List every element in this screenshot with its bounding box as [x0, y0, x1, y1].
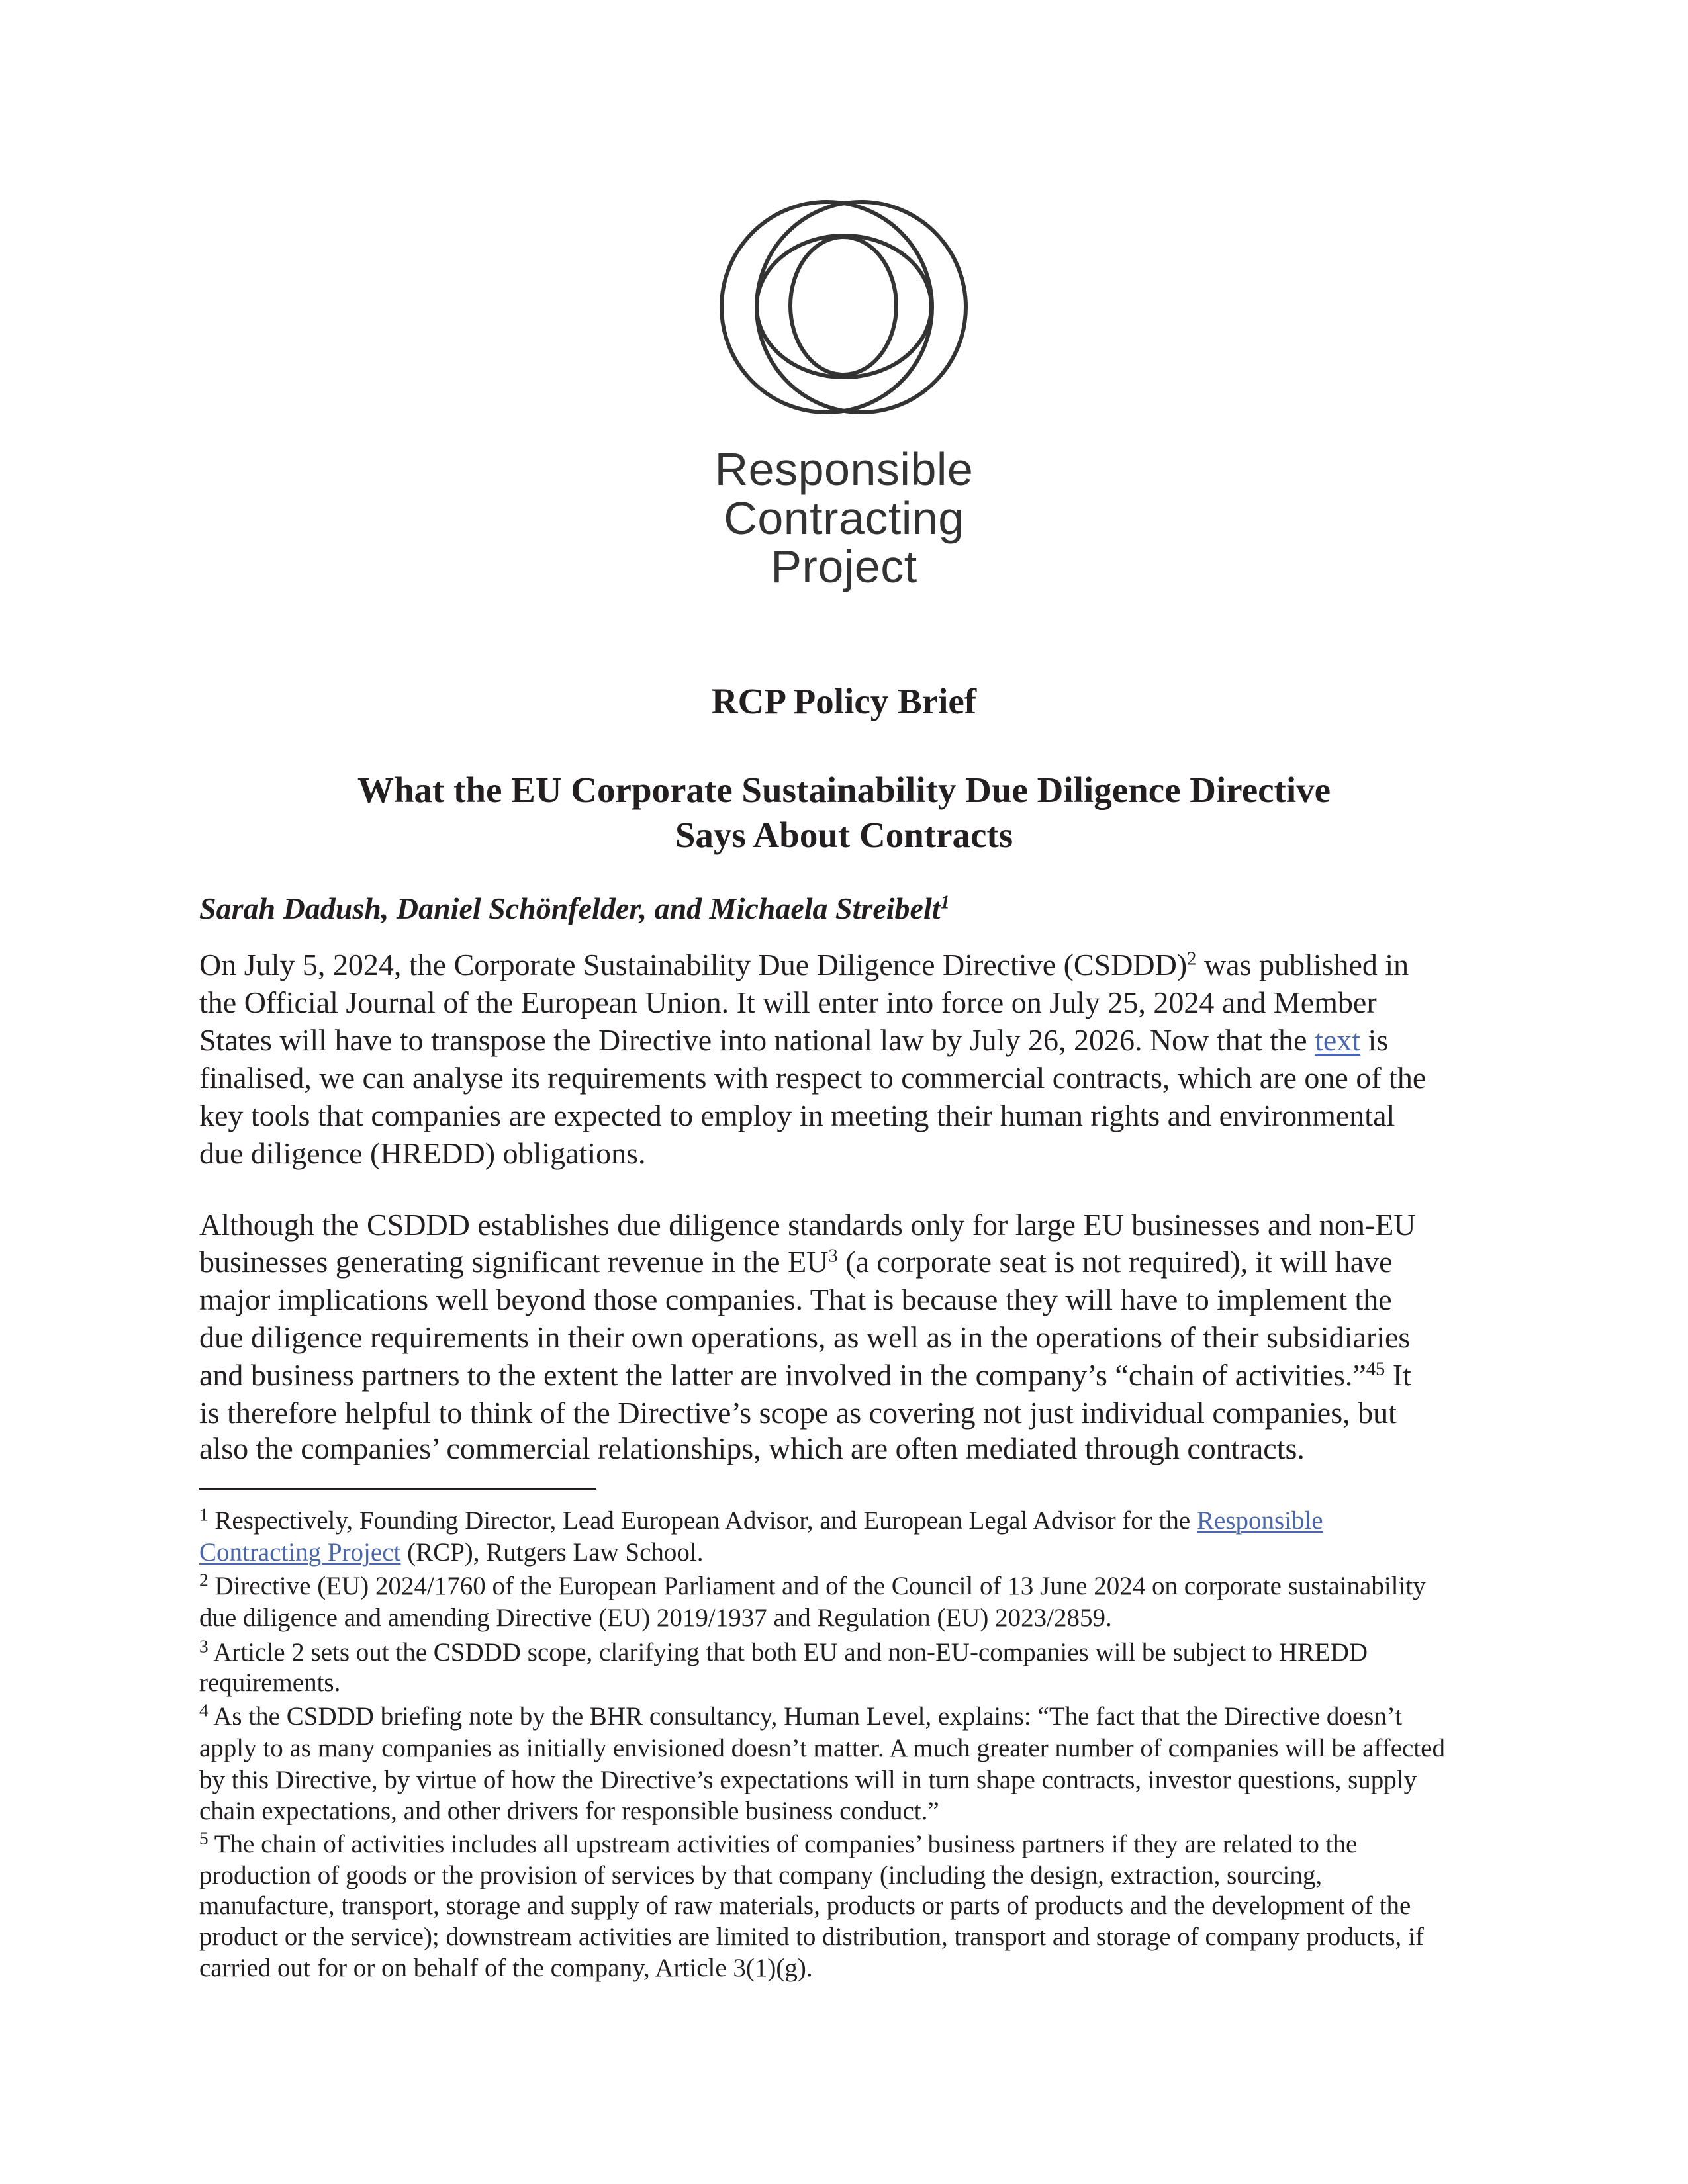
text-run: Article 2 sets out the CSDDD scope, clarifying that both EU and non-EU-companies will be subject to HREDD [208, 1638, 1368, 1666]
footnote-line [199, 1570, 1426, 1600]
text-run: As the CSDDD briefing note by the BHR consultancy, Human Level, explains: “The fact that the Directive doesn’t [208, 1702, 1402, 1731]
hyperlink[interactable]: Contracting Project [199, 1538, 401, 1567]
text-run: States will have to transpose the Directive into national law by July 26, 2026. Now that the [199, 1023, 1315, 1057]
footnote-line [199, 1504, 1323, 1535]
footnote-line [199, 1539, 704, 1565]
text-run: apply to as many companies as initially envisioned doesn’t matter. A much greater number of companies will be affected [199, 1734, 1445, 1762]
footnote-line [199, 1670, 340, 1696]
text-run: due diligence requirements in their own operations, as well as in the operations of their subsidiaries [199, 1320, 1411, 1354]
text-run: The chain of activities includes all upstream activities of companies’ business partners if they are related to the [208, 1830, 1358, 1858]
text-run: is [1360, 1023, 1389, 1057]
text-run: requirements. [199, 1668, 341, 1697]
document-title-line: What the EU Corporate Sustainability Due Diligence Directive [357, 770, 1331, 810]
text-run: by this Directive, by virtue of how the Directive’s expectations will in turn shape contracts, investor questions, supply [199, 1766, 1417, 1794]
footnote-separator [199, 1488, 596, 1490]
logo-ring-outer-right [757, 202, 966, 412]
body-line [199, 1063, 1426, 1093]
text-run: and business partners to the extent the latter are involved in the company’s “chain of activities.” [199, 1358, 1366, 1392]
text-run: Directive (EU) 2024/1760 of the European Parliament and of the Council of 13 June 2024 on corporate sustainability [208, 1572, 1426, 1600]
footnote-ref[interactable]: 5 [199, 1828, 209, 1848]
logo-text-line: Contracting [724, 492, 964, 544]
body-line [199, 1322, 1410, 1353]
body-line [199, 987, 1377, 1018]
text-run: also the companies’ commercial relationships, which are often mediated through contracts. [199, 1432, 1305, 1465]
text-run: It [1385, 1358, 1411, 1392]
interlocking-rings-icon [708, 192, 980, 424]
body-line [199, 1210, 1416, 1240]
body-line [199, 1025, 1388, 1056]
text-run: carried out for or on behalf of the company, Article 3(1)(g). [199, 1954, 813, 1982]
text-run: businesses generating significant revenue in the EU [199, 1245, 829, 1279]
logo-text-line: Project [771, 541, 917, 592]
hyperlink[interactable]: Responsible [1196, 1506, 1323, 1535]
text-run: key tools that companies are expected to employ in meeting their human rights and environmental [199, 1099, 1395, 1132]
logo-ring-inner-left [757, 236, 931, 377]
footnote-ref[interactable]: 2 [1187, 948, 1197, 970]
body-line [199, 950, 1409, 980]
text-run: finalised, we can analyse its requirements with respect to commercial contracts, which are one of the [199, 1061, 1427, 1095]
logo-text-line: Responsible [714, 443, 974, 495]
text-run: major implications well beyond those companies. That is because they will have to implement the [199, 1283, 1392, 1316]
hyperlink[interactable]: text [1315, 1023, 1361, 1057]
body-line [199, 1398, 1397, 1428]
footnote-line [199, 1767, 1417, 1793]
footnote-line [199, 1862, 1322, 1888]
footnote-line [199, 1828, 1358, 1858]
body-line [199, 1360, 1411, 1390]
footnote-line [199, 1700, 1402, 1731]
body-line [199, 1101, 1395, 1131]
footnote-line [199, 1605, 1112, 1631]
footnote-ref[interactable]: 4 [199, 1700, 209, 1721]
byline-authors: Sarah Dadush, Daniel Schönfelder, and Michaela Streibelt [199, 891, 941, 925]
footnote-line [199, 1636, 1368, 1666]
document-kicker: RCP Policy Brief [711, 681, 977, 721]
footnote-ref[interactable]: 1 [940, 892, 950, 913]
text-run: due diligence and amending Directive (EU) 2019/1937 and Regulation (EU) 2023/2859. [199, 1604, 1112, 1632]
logo-ring-outer-left [722, 202, 932, 412]
text-run: due diligence (HREDD) obligations. [199, 1136, 646, 1170]
text-run: manufacture, transport, storage and supply of raw materials, products or parts of products and the development of the [199, 1891, 1411, 1920]
body-line [199, 1247, 1393, 1277]
footnote-ref[interactable]: 3 [828, 1246, 838, 1267]
text-run: is therefore helpful to think of the Directive’s scope as covering not just individual companies, but [199, 1396, 1397, 1430]
footnote-ref[interactable]: 1 [199, 1504, 209, 1525]
footnote-line [199, 1893, 1411, 1919]
text-run: was published in [1196, 948, 1409, 981]
footnote-line [199, 1735, 1445, 1761]
text-run: product or the service); downstream activities are limited to distribution, transport and storage of company products, if [199, 1923, 1424, 1951]
body-line [199, 1285, 1392, 1315]
body-line [199, 1138, 646, 1169]
footnote-ref[interactable]: 45 [1366, 1359, 1385, 1380]
footnote-line [199, 1955, 813, 1981]
footnote-line [199, 1798, 939, 1824]
document-title-line: Says About Contracts [675, 815, 1013, 855]
footnote-ref[interactable]: 3 [199, 1636, 209, 1657]
byline [199, 893, 1497, 924]
text-run: production of goods or the provision of services by that company (including the design, extraction, sourcing, [199, 1861, 1323, 1889]
text-run: the Official Journal of the European Union. It will enter into force on July 25, 2024 and Member [199, 985, 1377, 1019]
footnote-line [199, 1924, 1424, 1950]
text-run: Although the CSDDD establishes due diligence standards only for large EU businesses and non-EU [199, 1208, 1416, 1242]
footnote-ref[interactable]: 2 [199, 1570, 209, 1590]
text-run: On July 5, 2024, the Corporate Sustainability Due Diligence Directive (CSDDD) [199, 948, 1188, 981]
text-run: (RCP), Rutgers Law School. [400, 1538, 704, 1567]
text-run: chain expectations, and other drivers for responsible business conduct.” [199, 1797, 939, 1825]
text-run: (a corporate seat is not required), it will have [837, 1245, 1393, 1279]
text-run: Respectively, Founding Director, Lead European Advisor, and European Legal Advisor for the [208, 1506, 1197, 1535]
body-line [199, 1433, 1305, 1464]
logo-ring-inner-right [790, 237, 896, 375]
